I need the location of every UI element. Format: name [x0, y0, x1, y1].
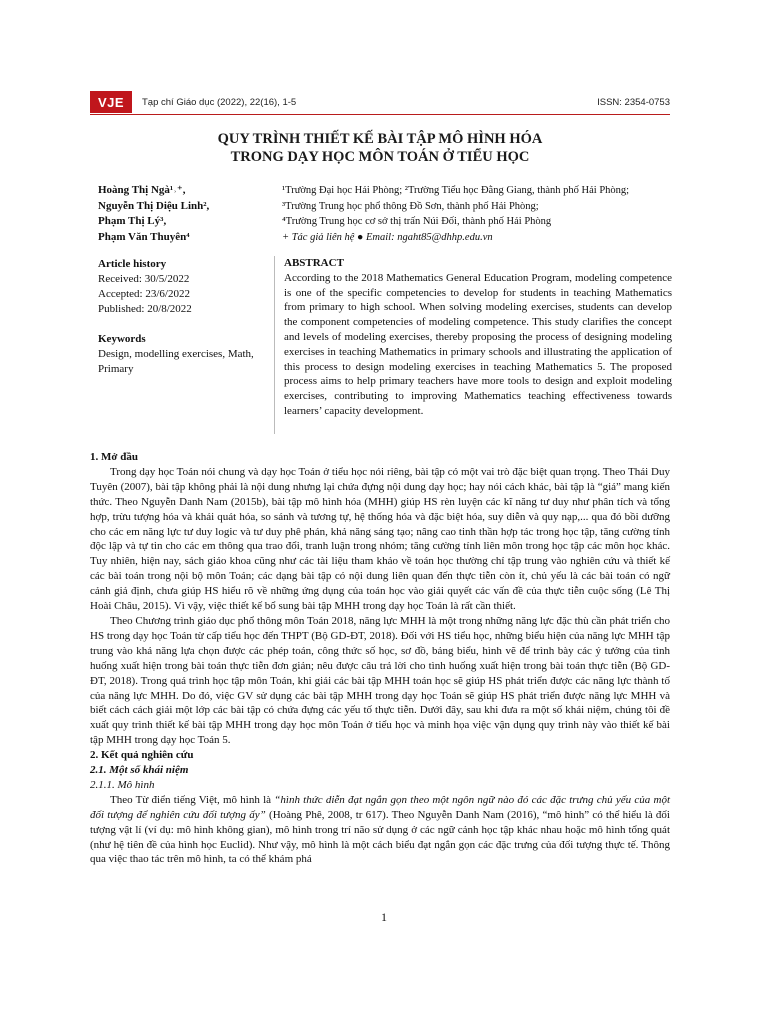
- journal-citation: Tạp chí Giáo dục (2022), 22(16), 1-5: [142, 96, 297, 108]
- author-list: [98, 183, 278, 245]
- title-line-1: QUY TRÌNH THIẾT KẾ BÀI TẬP MÔ HÌNH HÓA: [217, 131, 543, 147]
- article-history-heading: Article history: [98, 258, 167, 270]
- journal-logo: VJE: [90, 91, 132, 113]
- affiliation: ³Trường Trung học phổ thông Đồ Sơn, thành phố Hải Phòng;: [282, 200, 539, 212]
- title-line-2: TRONG DẠY HỌC MÔN TOÁN Ở TIỂU HỌC: [230, 149, 530, 165]
- definition-quote: “hình thức diễn đạt ngắn gọn theo một ngôn ngữ nào đó các đặc trưng chủ yếu của một đối tượng để nghiên cứu đối tượng ấy”: [90, 793, 670, 821]
- affiliation: ¹Trường Đại học Hải Phòng; ²Trường Tiểu học Đằng Giang, thành phố Hải Phòng;: [282, 185, 630, 196]
- section-heading: 1. Mở đầu: [90, 451, 138, 463]
- author: Nguyễn Thị Diệu Linh²,: [98, 199, 210, 212]
- author: Phạm Văn Thuyên⁴: [98, 230, 190, 243]
- body-text: [90, 450, 670, 867]
- affiliation: ⁴Trường Trung học cơ sở thị trấn Núi Đối, thành phố Hải Phòng: [282, 216, 552, 227]
- affiliation-list: [282, 183, 672, 245]
- author: Hoàng Thị Ngà¹˒⁺,: [98, 184, 186, 196]
- paragraph: Theo Từ điển tiếng Việt, mô hình là “hình thức diễn đạt ngắn gọn theo một ngôn ngữ nào đó các đặc trưng chủ yếu của một đối tượng để nghiên cứu đối tượng ấy” (Hoàng Phê, 2008, tr 617). Theo Nguyễn Danh Nam (2016), “mô hình” có thể hiểu là đối tượng vật lí (ví dụ: mô hình không gian), mô hình trong trí não sử dụng ở các ngữ cảnh học tập khác nhau hoặc mô hình tổng quát (như hệ tiên đề của hình học Euclid). Như vậy, mô hình là một cách biểu đạt ngắn gọn các đặc trưng của đối tượng thực tế. Thông qua việc thao tác trên mô hình, ta có thể khám phá: [90, 793, 670, 866]
- journal-issn: ISSN: 2354-0753: [597, 96, 670, 108]
- keywords-text: Design, modelling exercises, Math, Primary: [98, 348, 254, 375]
- paragraph: Trong dạy học Toán nói chung và dạy học Toán ở tiểu học nói riêng, bài tập có một vai trò đặc biệt quan trọng. Theo Thái Duy Tuyên (2007), bài tập không phải là nội dung nhưng lại chứa đựng nội dung dạy học; hay nói cách khác, bài tập là “giá” mang kiến thức. Theo Nguyễn Danh Nam (2015b), bài tập mô hình hóa (MHH) giúp HS rèn luyện các kĩ năng tư duy như phân tích và tổng hợp, trừu tượng hóa và khái quát hóa, so sánh và tương tự, hệ thống hóa và đặc biệt hóa, suy diễn và quy nạp,... qua đó bồi dưỡng cho các em năng lực tư duy logic và tư duy phê phán, khả năng sáng tạo; nâng cao tinh thần hợp tác trong học tập, tăng cường tính độc lập và tự tin cho các em thông qua trao đổi, tranh luận trong nhóm; tăng cường tính liên môn trong học tập các môn học khác. Tuy nhiên, hiện nay, sách giáo khoa cũng như các tài liệu tham khảo về toán học thường chỉ tập trung vào nghiên cứu và thiết kế các bài toán trong nội bộ môn Toán; các dạng bài tập có nội dung liên quan đến thực tiễn còn ít, chủ yếu là các bài toán có ngữ cảnh giả định, chưa giúp HS hiểu rõ về những ứng dụng của toán học vào giải quyết các vấn đề của thực tiễn cuộc sống (Lê Thị Hoài Châu, 2015). Vì vậy, việc thiết kế bổ sung bài tập MHH trong dạy học Toán là rất cần thiết.: [90, 465, 670, 613]
- published-date: Published: 20/8/2022: [98, 303, 192, 315]
- received-date: Received: 30/5/2022: [98, 273, 190, 285]
- subsubsection-heading: 2.1.1. Mô hình: [90, 778, 155, 791]
- accepted-date: Accepted: 23/6/2022: [98, 288, 190, 300]
- corresponding-author-email: + Tác giả liên hệ ● Email: ngaht85@dhhp.edu.vn: [282, 231, 493, 243]
- journal-header: [90, 90, 670, 115]
- paragraph: Theo Chương trình giáo dục phổ thông môn Toán 2018, năng lực MHH là một trong những năng lực đặc thù cần phát triển cho HS trong dạy học Toán từ cấp tiểu học đến THPT (Bộ GD-ĐT, 2018). Đối với HS tiểu học, những biểu hiện của năng lực MHH tập trung vào khả năng lựa chọn được các phép toán, công thức số học, sơ đồ, bảng biểu, hình vẽ để trình bày các ý tưởng của tình huống xuất hiện trong bài toán thực tiễn đơn giản; nêu được câu trả lời cho tình huống xuất hiện trong bài toán thực tiễn (Bộ GD-ĐT, 2018). Trong quá trình học tập môn Toán, khi giải các bài tập MHH toán học sẽ giúp HS phát triển được các năng lực thành tố của năng lực MHH. Do đó, việc GV sử dụng các bài tập MHH trong dạy học Toán sẽ giúp HS phát triển được năng lực MHH và biết cách cách giải một lớp các bài tập có chứa đựng các yếu tố thực tiễn. Dưới đây, sau khi đưa ra một số khái niệm, chúng tôi đề xuất quy trình thiết kế bài tập MHH trong dạy học môn Toán ở tiểu học và minh họa việc vận dụng quy trình này vào thiết kế bài tập MHH trong dạy học Toán 5.: [90, 614, 670, 747]
- abstract-text: According to the 2018 Mathematics General Education Program, modeling competence is one of the specific competencies to develop for students in teaching Mathematics from primary to high school. When solving modeling exercises, students can develop the component competencies of modeling competence. This study clarifies the concept and levels of modeling exercises, thereby proposing the process of designing modeling exercises in teaching Mathematics in primary schools and illustrating the application of this process to design modeling exercises in teaching Mathematics 5. The proposed process aims to help primary teachers have more tools to design and exploit modeling exercises, contributing to improving Mathematics teaching effectiveness towards learners’ capacity development.: [284, 271, 672, 417]
- paper-title: [90, 130, 670, 166]
- author: Phạm Thị Lý³,: [98, 215, 167, 227]
- article-meta: [98, 257, 268, 377]
- abstract-heading: ABSTRACT: [284, 257, 344, 269]
- keywords-heading: Keywords: [98, 333, 146, 345]
- subsection-heading: 2.1. Một số khái niệm: [90, 764, 189, 777]
- page-number: 1: [381, 910, 387, 924]
- section-heading: 2. Kết quả nghiên cứu: [90, 749, 194, 762]
- abstract-block: [274, 256, 672, 434]
